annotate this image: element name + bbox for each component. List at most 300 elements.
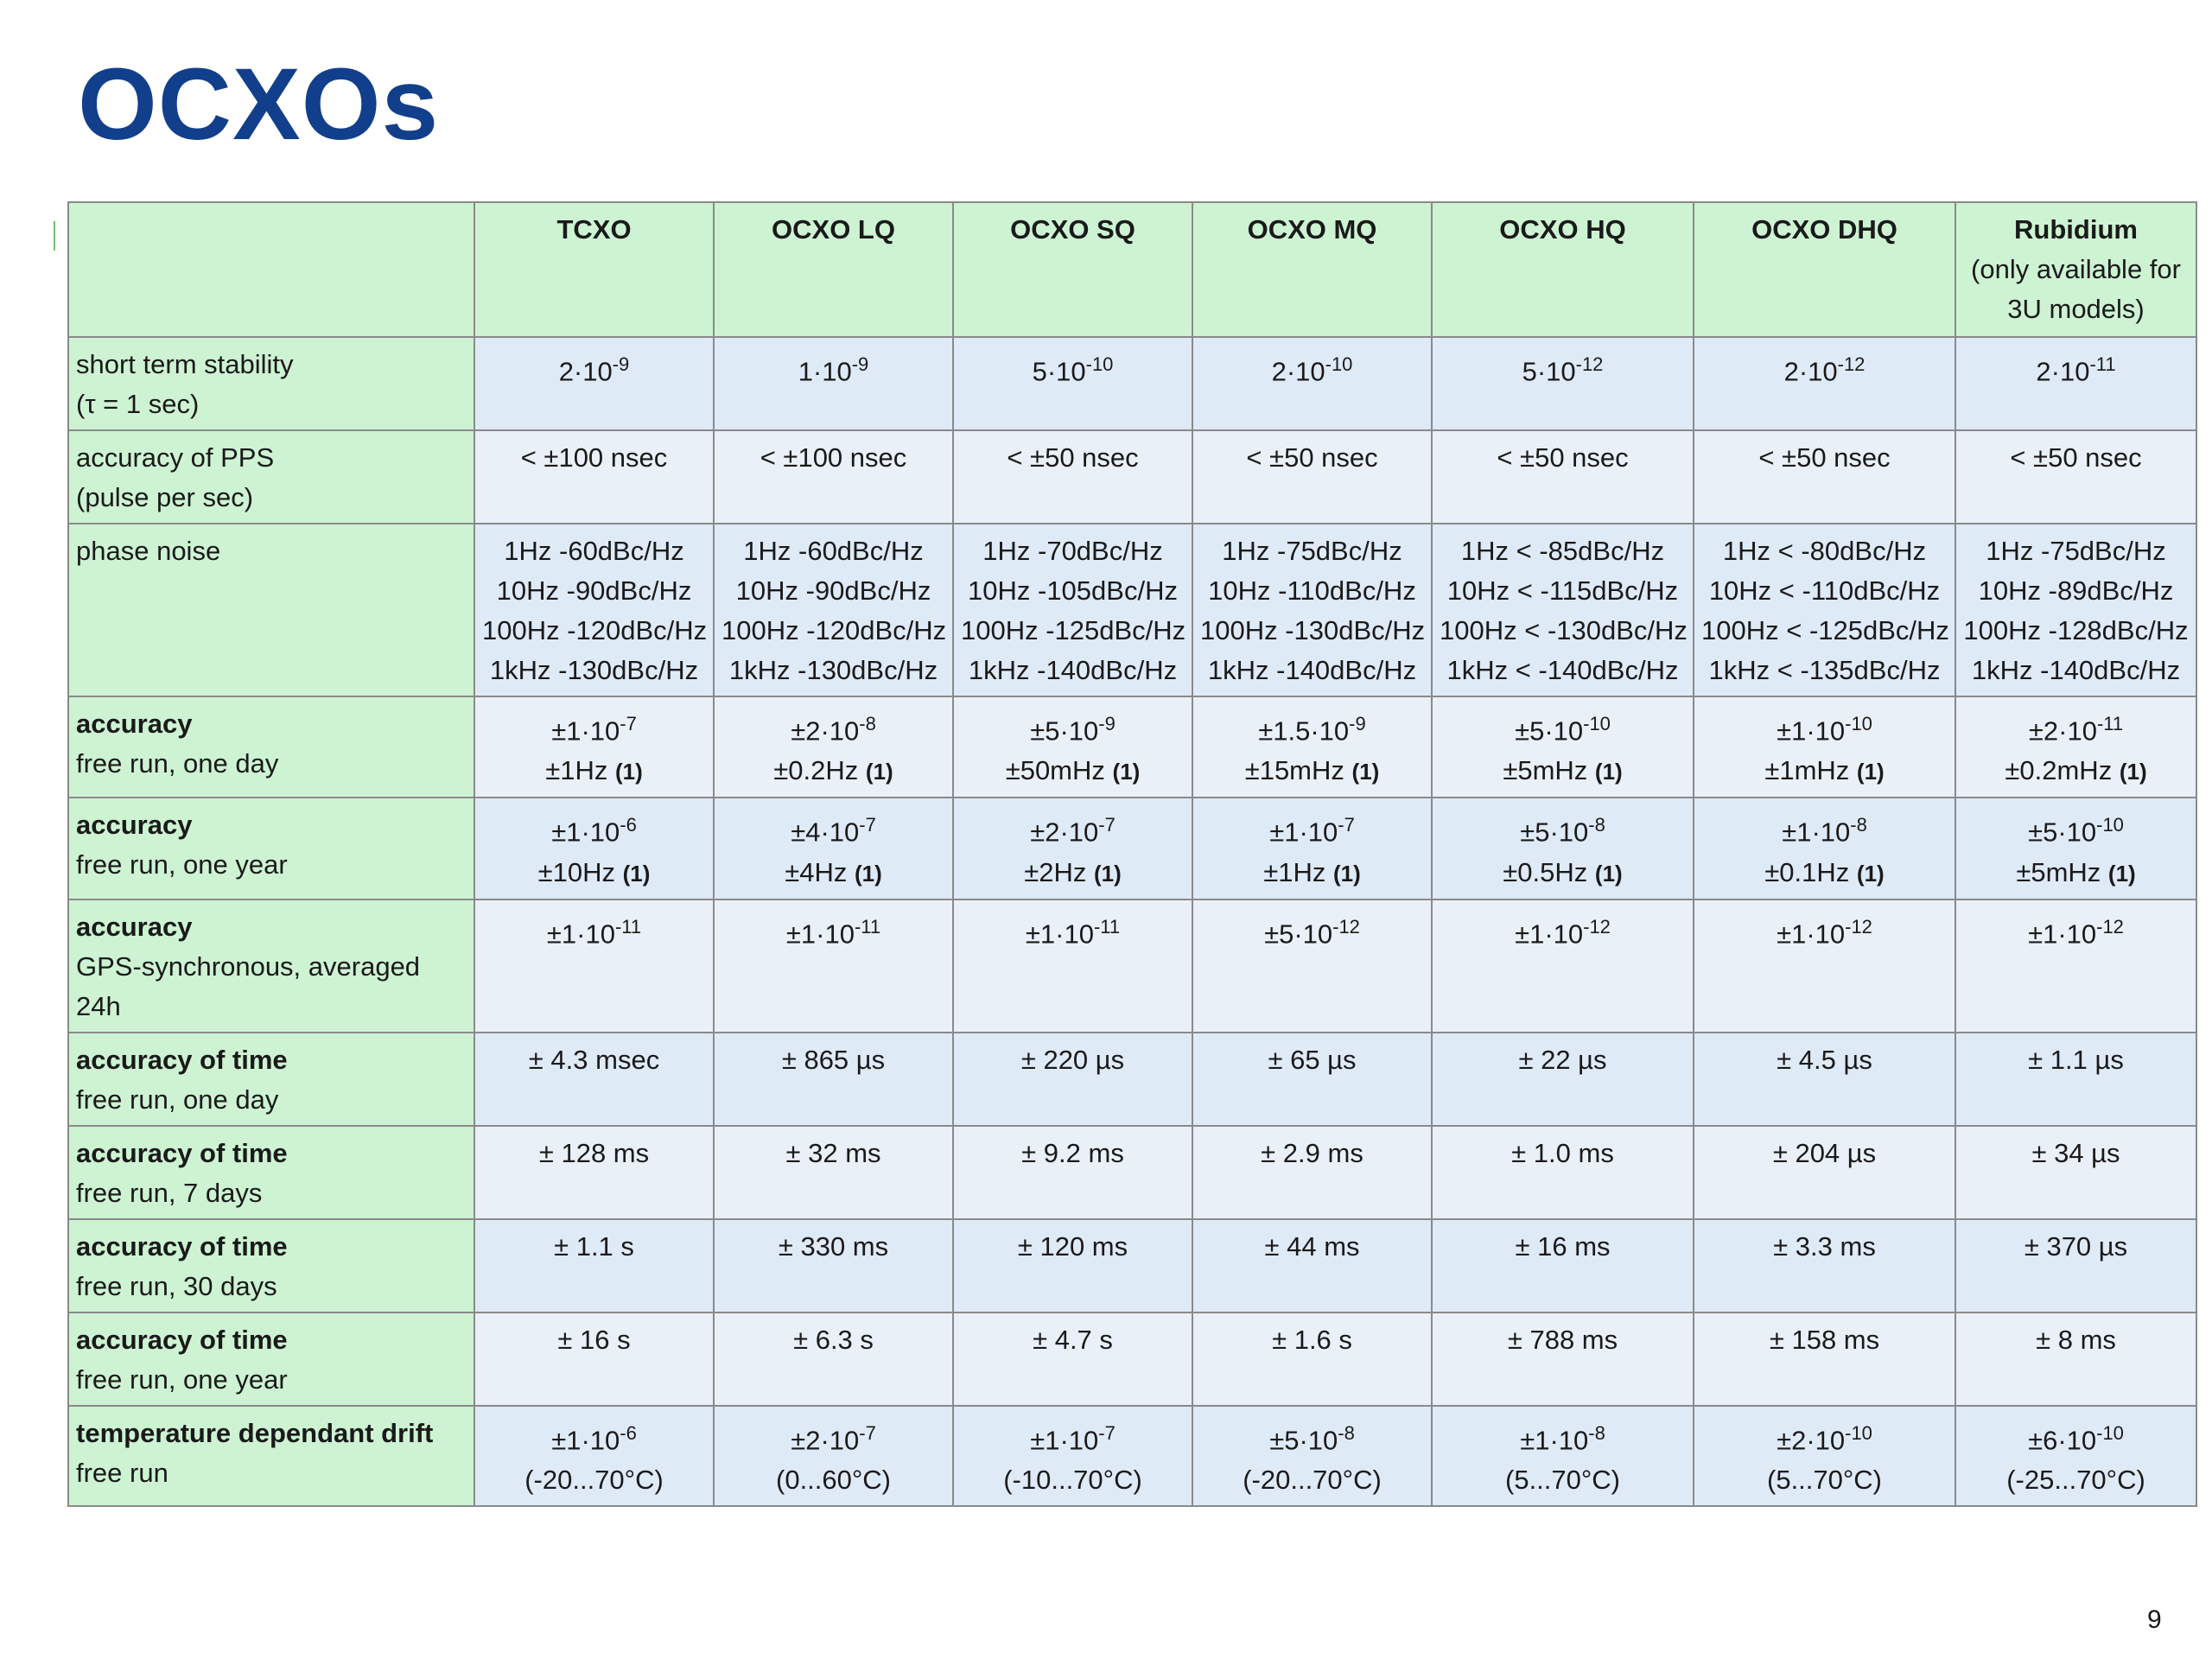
row-header-cell <box>68 1406 474 1506</box>
cell-value-line <box>482 651 706 690</box>
page-number: 9 <box>2147 1605 2162 1634</box>
cell-value-line <box>961 704 1185 751</box>
column-header-ocxo-lq <box>714 202 953 337</box>
cell-value: ± 1.1 µs <box>2028 1044 2124 1075</box>
cell-value-line <box>1963 1040 2189 1080</box>
table-cell <box>1192 524 1432 696</box>
table-cell <box>953 1406 1192 1506</box>
cell-value: 1Hz -60dBc/Hz <box>743 536 924 566</box>
cell-value-line <box>1701 1414 1948 1460</box>
cell-value: ± 120 ms <box>1017 1230 1128 1262</box>
cell-value: < ±100 nsec <box>760 442 907 473</box>
cell-value: ±1·10 <box>1777 918 1846 949</box>
cell-value-line <box>1200 651 1424 690</box>
cell-exponent: -10 <box>2096 1421 2124 1444</box>
cell-value-line <box>482 1134 706 1173</box>
cell-value-line <box>1963 1320 2189 1360</box>
cell-value-line <box>482 531 706 571</box>
cell-value: ± 16 ms <box>1515 1230 1611 1262</box>
cell-exponent: -9 <box>612 353 630 375</box>
cell-value-line <box>1440 1414 1686 1460</box>
table-cell <box>714 524 953 696</box>
cell-exponent: -10 <box>1583 713 1611 734</box>
table-cell <box>714 696 953 798</box>
table-cell <box>953 524 1192 696</box>
row-title: accuracy of time <box>76 1230 288 1262</box>
cell-value: ± 1.0 ms <box>1511 1137 1614 1168</box>
cell-value: 10Hz < -110dBc/Hz <box>1708 575 1941 606</box>
cell-value: ±5·10 <box>1515 715 1584 747</box>
cell-value-line <box>721 611 945 651</box>
cell-value-line <box>1200 1460 1424 1500</box>
cell-exponent: -7 <box>1098 1421 1116 1444</box>
column-header-label: OCXO HQ <box>1499 214 1626 245</box>
column-header-label: OCXO DHQ <box>1751 214 1897 245</box>
cell-exponent: -7 <box>620 713 637 734</box>
cell-value: ±2·10 <box>1777 1424 1846 1455</box>
table-cell <box>714 430 953 524</box>
cell-value: 100Hz -128dBc/Hz <box>1963 615 2189 645</box>
table-cell <box>1955 1406 2196 1506</box>
table-cell <box>1694 1313 1955 1406</box>
cell-value-line <box>721 1460 945 1500</box>
table-cell <box>1694 337 1955 430</box>
table-cell <box>1694 1406 1955 1506</box>
table-cell <box>1192 1219 1432 1313</box>
cell-value-line <box>1701 345 1948 391</box>
column-header-ocxo-sq <box>953 202 1192 337</box>
row-subtitle: (pulse per sec) <box>76 482 254 512</box>
cell-value: ±0.5Hz <box>1503 856 1588 887</box>
row-title: accuracy of time <box>76 1044 288 1075</box>
cell-value-line <box>482 1414 706 1460</box>
table-row <box>68 899 2196 1033</box>
cell-value-line <box>482 345 706 391</box>
cell-value-line <box>1963 1134 2189 1173</box>
cell-value: 10Hz -110dBc/Hz <box>1208 575 1416 606</box>
footnote-marker: (1) <box>1594 860 1623 887</box>
cell-value: ± 44 ms <box>1264 1230 1360 1262</box>
table-cell <box>1192 430 1432 524</box>
table-cell <box>1432 337 1694 430</box>
cell-value: 5·10 <box>1032 356 1086 387</box>
cell-value: 1Hz -75dBc/Hz <box>1222 536 1402 566</box>
cell-value: ±2Hz <box>1024 856 1087 887</box>
cell-value-line <box>1440 907 1686 954</box>
table-cell <box>1192 1126 1432 1219</box>
cell-value: ± 204 µs <box>1772 1137 1877 1168</box>
table-cell <box>1432 1406 1694 1506</box>
cell-value: ± 4.5 µs <box>1777 1044 1872 1075</box>
table-cell <box>714 1313 953 1406</box>
cell-value-line <box>1200 1040 1424 1080</box>
cell-value: ±15mHz <box>1244 755 1344 786</box>
cell-value-line <box>1200 704 1424 751</box>
cell-value-line <box>1963 853 2189 893</box>
row-subtitle: (τ = 1 sec) <box>76 389 200 419</box>
cell-value-line <box>1963 907 2189 954</box>
footnote-marker: (1) <box>2119 759 2147 785</box>
table-cell <box>953 1313 1192 1406</box>
cell-exponent: -12 <box>1332 915 1360 938</box>
cell-exponent: -10 <box>1325 353 1353 375</box>
cell-value-line <box>721 704 945 751</box>
cell-value: (-10...70°C) <box>1003 1464 1142 1495</box>
cell-value: 100Hz -120dBc/Hz <box>482 615 708 645</box>
table-cell <box>1955 1313 2196 1406</box>
cell-value: ±1·10 <box>551 1424 620 1455</box>
cell-value-line <box>482 1320 706 1360</box>
cell-value: 10Hz -105dBc/Hz <box>968 575 1178 606</box>
row-subtitle: free run, one day <box>76 748 279 779</box>
footnote-marker: (1) <box>1333 860 1361 887</box>
row-header-cell <box>68 798 474 899</box>
table-cell <box>953 899 1192 1033</box>
footnote-marker: (1) <box>1856 860 1885 887</box>
table-cell <box>1694 798 1955 899</box>
cell-exponent: -8 <box>859 713 876 734</box>
cell-value: 1Hz -60dBc/Hz <box>504 536 684 566</box>
cell-value: (-20...70°C) <box>524 1464 664 1495</box>
cell-value-line <box>1963 1460 2189 1500</box>
cell-value: ±2·10 <box>791 1424 860 1455</box>
column-header-ocxo-hq <box>1432 202 1694 337</box>
footnote-marker: (1) <box>622 860 651 887</box>
cell-value: ±5·10 <box>1264 918 1333 949</box>
cell-exponent: -11 <box>2089 353 2116 375</box>
header-corner-cell <box>68 202 474 337</box>
cell-value: ±2·10 <box>791 715 860 747</box>
cell-value: ±5·10 <box>2028 817 2097 848</box>
cell-value: ±5mHz <box>2016 856 2101 887</box>
cell-value-line <box>1440 1040 1686 1080</box>
cell-value-line <box>1440 751 1686 791</box>
table-body <box>68 337 2196 1506</box>
table-row <box>68 1406 2196 1506</box>
cell-value: 1Hz < -80dBc/Hz <box>1722 536 1927 566</box>
cell-value: 1kHz -140dBc/Hz <box>968 655 1178 685</box>
cell-value: ±1·10 <box>551 817 620 848</box>
cell-value-line <box>1200 571 1424 611</box>
table-cell <box>474 696 714 798</box>
cell-value-line <box>721 1134 945 1173</box>
row-title: accuracy of PPS <box>76 442 275 473</box>
cell-exponent: -12 <box>2096 915 2124 938</box>
cell-value: 1Hz < -85dBc/Hz <box>1460 536 1665 566</box>
table-cell <box>1432 1033 1694 1126</box>
cell-value-line <box>961 345 1185 391</box>
table-cell <box>714 1033 953 1126</box>
cell-value-line <box>1963 571 2189 611</box>
table-cell <box>474 1219 714 1313</box>
cell-exponent: -11 <box>1093 915 1121 938</box>
cell-value: ±1·10 <box>1782 817 1851 848</box>
row-title: accuracy <box>76 709 193 739</box>
table-cell <box>714 1126 953 1219</box>
table-row <box>68 430 2196 524</box>
cell-value-line <box>1440 853 1686 893</box>
cell-value-line <box>482 1460 706 1500</box>
table-cell <box>1432 524 1694 696</box>
cell-value: < ±50 nsec <box>1007 442 1139 473</box>
cell-value-line <box>961 751 1185 791</box>
cell-value-line <box>961 438 1185 478</box>
table-cell <box>1955 1033 2196 1126</box>
table-cell <box>1694 696 1955 798</box>
row-header-cell <box>68 696 474 798</box>
cell-value-line <box>1200 611 1424 651</box>
cell-value: < ±50 nsec <box>1758 442 1891 473</box>
footnote-marker: (1) <box>1856 759 1885 785</box>
row-header-cell <box>68 1033 474 1126</box>
row-title: accuracy of time <box>76 1137 288 1168</box>
cell-value-line <box>721 651 945 690</box>
row-title: accuracy of time <box>76 1324 288 1355</box>
cell-value-line <box>1200 438 1424 478</box>
cell-value-line <box>1200 907 1424 954</box>
cell-value-line <box>1701 751 1948 791</box>
cell-value: 1·10 <box>798 356 852 387</box>
cell-value-line <box>1701 1320 1948 1360</box>
cell-exponent: -6 <box>620 814 637 836</box>
cell-value-line <box>1963 611 2189 651</box>
row-header-cell <box>68 1313 474 1406</box>
table-cell <box>1432 899 1694 1033</box>
cell-value: ±1·10 <box>551 715 620 747</box>
cell-value-line <box>1440 345 1686 391</box>
cell-value-line <box>482 704 706 751</box>
column-header-ocxo-mq <box>1192 202 1432 337</box>
cell-value: ±0.2Hz <box>773 755 859 786</box>
cell-value-line <box>1701 805 1948 852</box>
cell-exponent: -7 <box>1098 814 1116 836</box>
cell-value-line <box>1963 1414 2189 1460</box>
cell-value: ± 1.1 s <box>554 1230 634 1262</box>
cell-value-line <box>1440 1227 1686 1267</box>
cell-value-line <box>482 1040 706 1080</box>
row-subtitle: free run, one year <box>76 1363 288 1395</box>
cell-value-line <box>482 438 706 478</box>
table-row <box>68 1313 2196 1406</box>
table-cell <box>714 899 953 1033</box>
table-cell <box>714 1219 953 1313</box>
cell-value: ±1·10 <box>1025 918 1094 949</box>
cell-value: ±1·10 <box>1269 817 1338 848</box>
cell-value: ±1Hz <box>1263 856 1326 887</box>
table-cell <box>953 1126 1192 1219</box>
cell-value-line <box>1440 611 1686 651</box>
table-cell <box>953 430 1192 524</box>
cell-exponent: -6 <box>620 1421 637 1444</box>
cell-value-line <box>961 651 1185 690</box>
table-cell <box>1432 1313 1694 1406</box>
cell-value: ±1·10 <box>1515 918 1584 949</box>
table-row <box>68 1033 2196 1126</box>
cell-value: ±6·10 <box>2028 1424 2097 1455</box>
cell-exponent: -8 <box>1850 814 1867 836</box>
cell-value-line <box>482 853 706 893</box>
table-cell <box>474 430 714 524</box>
cell-value: 10Hz < -115dBc/Hz <box>1446 575 1679 606</box>
cell-exponent: -12 <box>1575 353 1604 375</box>
cell-value-line <box>1701 1460 1948 1500</box>
footnote-marker: (1) <box>855 860 882 887</box>
cell-value: 1kHz -140dBc/Hz <box>1971 655 2181 685</box>
row-title: short term stability <box>76 349 294 379</box>
cell-exponent: -7 <box>859 1421 876 1444</box>
cell-value-line <box>721 853 945 893</box>
cell-value: 100Hz < -130dBc/Hz <box>1440 615 1688 645</box>
row-header-cell <box>68 1219 474 1313</box>
cell-value: ± 22 µs <box>1518 1044 1607 1075</box>
cell-value-line <box>1701 438 1948 478</box>
table-cell <box>1955 337 2196 430</box>
table-cell <box>714 798 953 899</box>
cell-value: (0...60°C) <box>776 1464 891 1495</box>
cell-value: (5...70°C) <box>1767 1464 1882 1495</box>
table-cell <box>1955 696 2196 798</box>
cell-value: < ±50 nsec <box>2010 442 2142 473</box>
table-cell <box>1192 1033 1432 1126</box>
cell-value-line <box>1440 438 1686 478</box>
cell-value-line <box>721 1227 945 1267</box>
cell-value-line <box>482 1227 706 1267</box>
cell-value-line <box>1200 345 1424 391</box>
cell-value: ±1·10 <box>1520 1424 1589 1455</box>
cell-exponent: -8 <box>1588 814 1605 836</box>
cell-value-line <box>1200 751 1424 791</box>
row-title: temperature dependant drift <box>76 1417 434 1448</box>
cell-value: ± 9.2 ms <box>1021 1137 1124 1168</box>
cell-value: 100Hz < -125dBc/Hz <box>1701 615 1949 645</box>
table-cell <box>1694 899 1955 1033</box>
table-cell <box>1694 1126 1955 1219</box>
cell-value-line <box>721 1414 945 1460</box>
cell-value: ± 1.6 s <box>1272 1324 1352 1355</box>
cell-value-line <box>1963 345 2189 391</box>
cell-value: 1kHz -140dBc/Hz <box>1207 655 1417 685</box>
cell-value: 100Hz -125dBc/Hz <box>961 615 1186 645</box>
cell-value: < ±50 nsec <box>1246 442 1378 473</box>
cell-value-line <box>721 438 945 478</box>
table-cell <box>1192 1406 1432 1506</box>
cell-value-line <box>721 571 945 611</box>
cell-value-line <box>721 805 945 852</box>
cell-value-line <box>482 571 706 611</box>
table-cell <box>1192 899 1432 1033</box>
cell-value: ± 4.7 s <box>1033 1324 1113 1355</box>
header-row <box>68 202 2196 337</box>
cell-value: 2·10 <box>1783 356 1838 387</box>
table-cell <box>474 337 714 430</box>
cell-value-line <box>961 907 1185 954</box>
table-cell <box>953 337 1192 430</box>
cell-value-line <box>1701 571 1948 611</box>
column-header-label: TCXO <box>556 214 632 245</box>
cell-value: ±4·10 <box>791 817 860 848</box>
footnote-marker: (1) <box>1112 759 1141 785</box>
table-cell <box>1955 899 2196 1033</box>
table-cell <box>474 1033 714 1126</box>
cell-value-line <box>961 1460 1185 1500</box>
cell-value: 1kHz -130dBc/Hz <box>728 655 938 685</box>
cell-value-line <box>961 1227 1185 1267</box>
table-cell <box>1432 798 1694 899</box>
cell-exponent: -12 <box>1845 915 1872 938</box>
footnote-marker: (1) <box>1094 860 1122 887</box>
cell-value: ±5·10 <box>1520 817 1589 848</box>
cell-value-line <box>1200 805 1424 852</box>
row-subtitle: free run, 7 days <box>76 1177 263 1208</box>
column-header-note-line: 3U models) <box>2007 294 2145 324</box>
cell-value: (5...70°C) <box>1505 1464 1620 1495</box>
left-edge-marker <box>54 221 55 251</box>
cell-value-line <box>1963 805 2189 852</box>
cell-value-line <box>1440 805 1686 852</box>
cell-value: ±1·10 <box>2028 918 2097 949</box>
column-header-label: Rubidium <box>2014 214 2138 245</box>
cell-value: ±1Hz <box>545 755 608 786</box>
table-cell <box>1955 798 2196 899</box>
cell-value-line <box>961 531 1185 571</box>
cell-value: ± 2.9 ms <box>1261 1137 1363 1168</box>
table-cell <box>1955 430 2196 524</box>
table-cell <box>474 524 714 696</box>
cell-value: ± 865 µs <box>781 1044 886 1075</box>
cell-value-line <box>961 853 1185 893</box>
cell-value-line <box>1701 1227 1948 1267</box>
cell-value-line <box>1200 531 1424 571</box>
cell-value-line <box>1963 651 2189 690</box>
cell-value-line <box>1440 1460 1686 1500</box>
cell-value: (-20...70°C) <box>1243 1464 1382 1495</box>
cell-value-line <box>1701 1040 1948 1080</box>
cell-exponent: -9 <box>1098 713 1116 734</box>
cell-value-line <box>1701 907 1948 954</box>
table-cell <box>1955 524 2196 696</box>
cell-exponent: -7 <box>1338 814 1355 836</box>
table-row <box>68 798 2196 899</box>
cell-value-line <box>1963 531 2189 571</box>
cell-value: 1kHz < -135dBc/Hz <box>1708 655 1941 685</box>
cell-value: ± 32 ms <box>785 1137 881 1168</box>
table-cell <box>714 1406 953 1506</box>
cell-value-line <box>1701 853 1948 893</box>
table-cell <box>1694 1033 1955 1126</box>
row-header-cell <box>68 1126 474 1219</box>
cell-exponent: -11 <box>854 915 881 938</box>
table-row <box>68 337 2196 430</box>
slide-title: OCXOs <box>78 48 440 162</box>
cell-value: 10Hz -89dBc/Hz <box>1978 575 2174 606</box>
column-header-ocxo-dhq <box>1694 202 1955 337</box>
table-cell <box>1955 1126 2196 1219</box>
table-cell <box>1694 1219 1955 1313</box>
cell-value: (-25...70°C) <box>2006 1464 2145 1495</box>
cell-value-line <box>961 611 1185 651</box>
cell-value: ±1·10 <box>1777 715 1846 747</box>
cell-value-line <box>721 1320 945 1360</box>
cell-exponent: -12 <box>1583 915 1611 938</box>
column-header-label: OCXO MQ <box>1247 214 1377 245</box>
cell-value: ±2·10 <box>1030 817 1099 848</box>
cell-value: ±5·10 <box>1269 1424 1338 1455</box>
table-cell <box>474 1313 714 1406</box>
cell-value: ±10Hz <box>537 856 615 887</box>
table-cell <box>953 1219 1192 1313</box>
cell-value: ± 8 ms <box>2036 1324 2116 1355</box>
footnote-marker: (1) <box>1351 759 1380 785</box>
